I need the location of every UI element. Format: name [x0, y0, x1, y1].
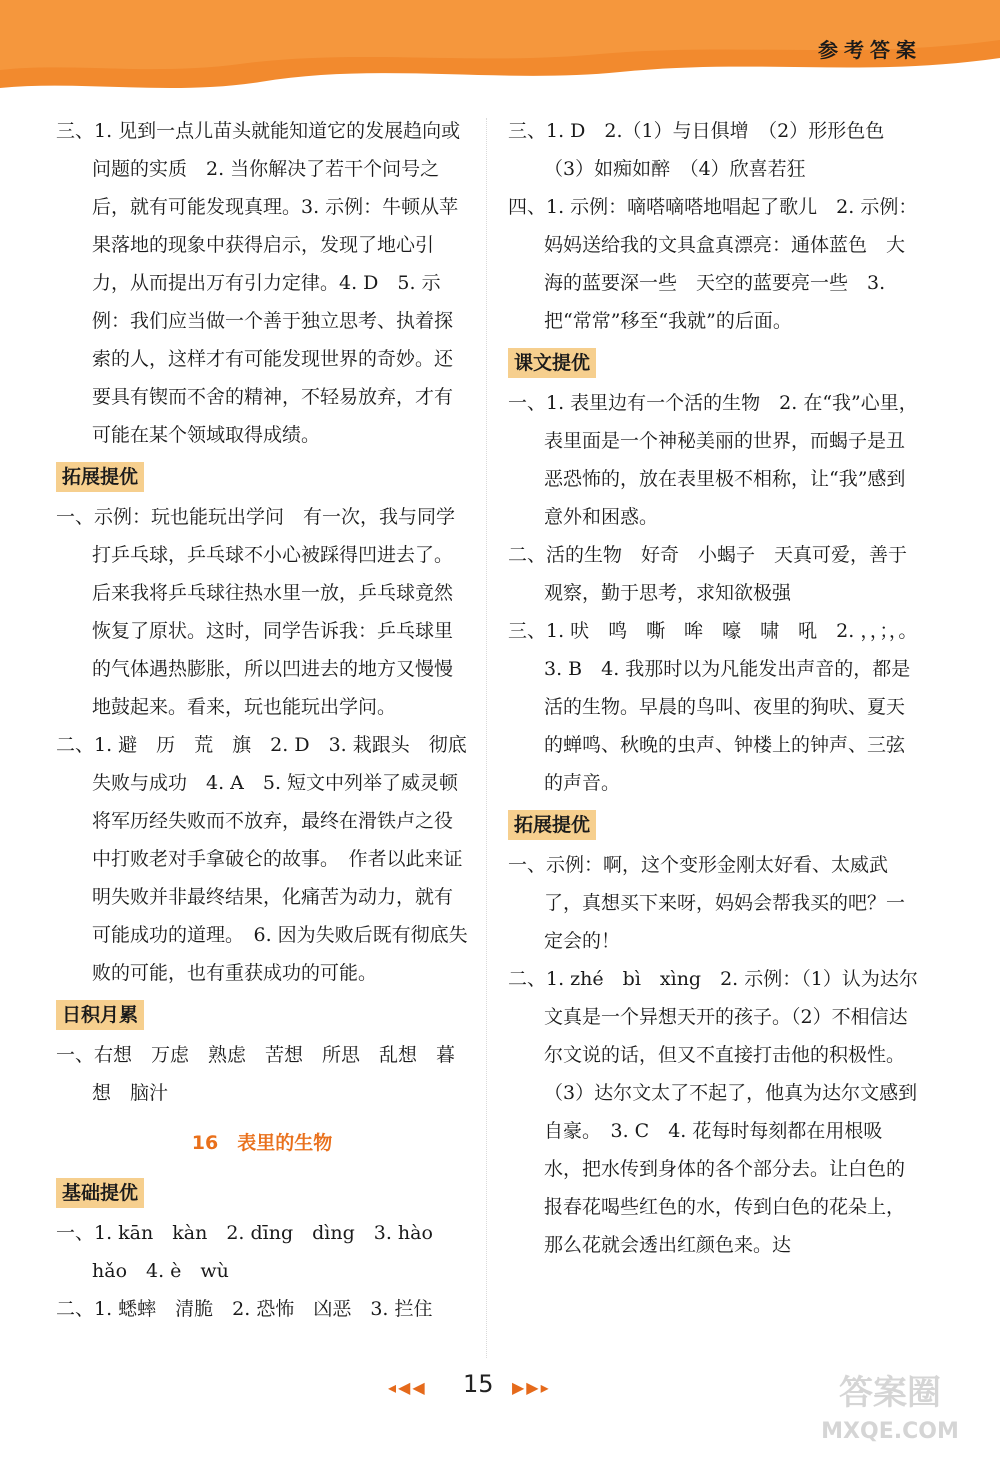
answer-block: 二、1. 避 历 荒 旗 2. D 3. 栽跟头 彻底失败与成功 4. A 5. 短文中列举了威灵顿将军历经失败而不放弃，最终在滑铁卢之役中打败老对手拿破仑的故事。 作者以此来证明失败并非最终结果，化痛苦为动力，就有可能成功的道理。 6. 因为失败后既有彻底失败的可能，也有重获成功的可能。: [56, 734, 468, 984]
lesson-name: 表里的生物: [237, 1132, 333, 1154]
answer-block: 二、1. zhé bì xìng 2. 示例：（1）认为达尔文真是一个异想天开的孩子。（2）不相信达尔文说的话，但又不直接打击他的积极性。（3）达尔文太了不起了，他真为达尔文感到自豪。 3. C 4. 花每时每刻都在用根吸水，把水传到身体的各个部分去。让白色的报春花喝些红色的水，传到白色的花朵上，那么花就会透出红颜色来。达: [508, 968, 918, 1256]
answer-block: 一、1. kān kàn 2. dīng dìng 3. hào hǎo 4. è wù: [56, 1222, 452, 1282]
answer-block: 三、1. 吠 鸣 嘶 哞 嚎 啸 吼 2. ，，；，。 3. B 4. 我那时以为凡能发出声音的，都是活的生物。早晨的鸟叫、夜里的狗吠、夏天的蝉鸣、秋晚的虫声、钟楼上的钟声、三弦的声音。: [508, 620, 927, 794]
section-tag: 日积月累: [56, 1000, 144, 1030]
answer-block: 一、右想 万虑 熟虑 苦想 所思 乱想 暮想 脑汁: [56, 1044, 456, 1104]
page-number: 15: [463, 1370, 494, 1398]
lesson-title: [56, 1124, 468, 1162]
answer-block: 三、1. 见到一点儿苗头就能知道它的发展趋向或问题的实质 2. 当你解决了若干个问号之后，就有可能发现真理。3. 示例：牛顿从苹果落地的现象中获得启示，发现了地心引力，从而提出万有引力定律。4. D 5. 示例：我们应当做一个善于独立思考、执着探索的人，这样才有可能发现世界的奇妙。还要具有锲而不舍的精神，不轻易放弃，才有可能在某个领域取得成绩。: [56, 120, 461, 446]
answer-block: 三、1. D 2.（1）与日俱增 （2）形形色色 （3）如痴如醉 （4）欣喜若狂: [508, 120, 904, 180]
lesson-number: 16: [191, 1132, 219, 1154]
section-tag: 课文提优: [508, 348, 596, 378]
answer-block: 二、活的生物 好奇 小蝎子 天真可爱，善于观察，勤于思考，求知欲极强: [508, 544, 908, 604]
section-tag: 基础提优: [56, 1178, 144, 1208]
answer-block: 一、示例：玩也能玩出学问 有一次，我与同学打乒乓球，乒乓球不小心被踩得凹进去了。后来我将乒乓球往热水里一放，乒乓球竟然恢复了原状。这时，同学告诉我：乒乓球里的气体遇热膨胀，所以凹进去的地方又慢慢地鼓起来。看来，玩也能玩出学问。: [56, 506, 456, 718]
header-title: 参考答案: [818, 38, 922, 62]
answer-block: 一、1. 表里边有一个活的生物 2. 在“我”心里，表里面是一个神秘美丽的世界，而蝎子是丑恶恐怖的，放在表里极不相称，让“我”感到意外和困惑。: [508, 392, 918, 528]
watermark-url: MXQE.COM: [821, 1419, 959, 1444]
previous-arrows-icon: ◂◀◀: [388, 1378, 427, 1397]
section-tag: 拓展提优: [508, 810, 596, 840]
answer-block: 四、1. 示例：嘀嗒嘀嗒地唱起了歌儿 2. 示例：妈妈送给我的文具盒真漂亮：通体蓝色 大海的蓝要深一些 天空的蓝要亮一些 3. 把“常常”移至“我就”的后面。: [508, 196, 918, 332]
watermark-logo: [800, 1360, 980, 1448]
watermark-text: 答案圈: [839, 1373, 941, 1413]
answer-block: 二、1. 蟋蟀 清脆 2. 恐怖 凶恶 3. 拦住: [56, 1298, 433, 1320]
section-tag: 拓展提优: [56, 462, 144, 492]
right-column: [508, 112, 927, 1264]
left-column: [56, 112, 468, 1328]
next-arrows-icon: ▶▶▸: [512, 1378, 551, 1397]
answer-block: 一、示例：啊，这个变形金刚太好看、太威武了，真想买下来呀，妈妈会帮我买的吧？一定会的！: [508, 854, 906, 952]
column-divider: [486, 118, 487, 1358]
